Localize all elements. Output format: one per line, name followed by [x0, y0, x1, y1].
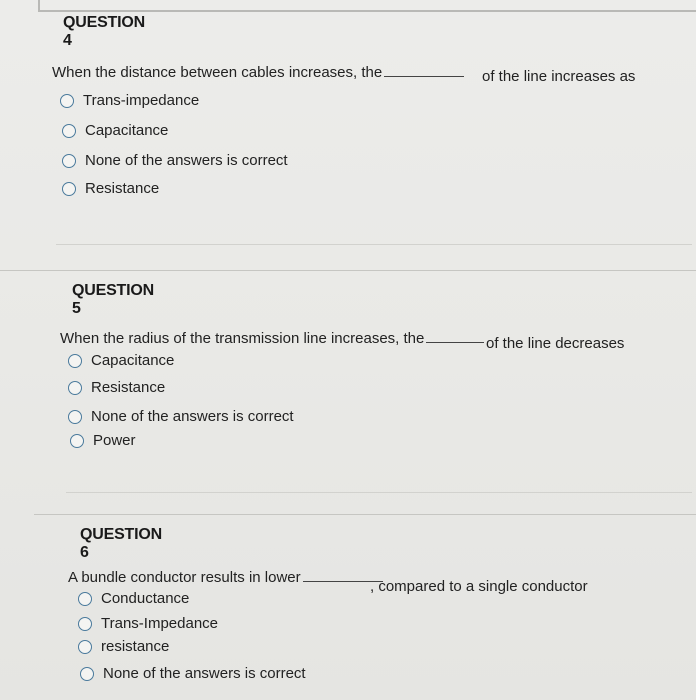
question-frame-border — [38, 0, 696, 12]
option-label: resistance — [101, 638, 170, 655]
question-4-blank — [384, 75, 464, 77]
question-4-text-after: of the line increases as — [482, 68, 636, 85]
radio-button[interactable] — [62, 154, 76, 168]
question-6-option-4[interactable] — [80, 665, 306, 682]
option-label: Capacitance — [91, 352, 175, 369]
question-4-option-4[interactable] — [62, 180, 159, 197]
option-label: Power — [93, 432, 136, 449]
question-5-option-2[interactable] — [68, 379, 165, 396]
question-5-text-after: of the line decreases — [486, 335, 625, 352]
question-6-text-before: A bundle conductor results in lower — [68, 569, 301, 586]
radio-button[interactable] — [68, 410, 82, 424]
option-label: None of the answers is correct — [103, 665, 306, 682]
radio-button[interactable] — [62, 124, 76, 138]
separator-line — [66, 492, 692, 493]
question-6-option-3[interactable] — [78, 638, 169, 655]
question-5-option-3[interactable] — [68, 408, 294, 425]
section-divider — [34, 514, 696, 515]
separator-line — [56, 244, 692, 245]
question-4-text-before: When the distance between cables increases, the — [52, 64, 383, 81]
question-6-option-1[interactable] — [78, 590, 189, 607]
question-5-option-1[interactable] — [68, 352, 174, 369]
radio-button[interactable] — [68, 381, 82, 395]
option-label: Resistance — [85, 180, 160, 197]
question-4-title: QUESTION 4 — [63, 14, 145, 49]
question-4-prompt — [52, 64, 466, 81]
radio-button[interactable] — [78, 617, 92, 631]
option-label: None of the answers is correct — [85, 152, 288, 169]
radio-button[interactable] — [80, 667, 94, 681]
radio-button[interactable] — [78, 640, 92, 654]
option-label: Resistance — [91, 379, 166, 396]
radio-button[interactable] — [60, 94, 74, 108]
radio-button[interactable] — [78, 592, 92, 606]
radio-button[interactable] — [62, 182, 76, 196]
option-label: Capacitance — [85, 122, 169, 139]
radio-button[interactable] — [70, 434, 84, 448]
section-divider — [0, 270, 696, 271]
question-4-option-1[interactable] — [60, 92, 199, 109]
option-label: Conductance — [101, 590, 190, 607]
question-5-option-4[interactable] — [70, 432, 136, 449]
option-label: Trans-Impedance — [101, 615, 218, 632]
question-6-title: QUESTION 6 — [80, 526, 162, 561]
question-5-title: QUESTION 5 — [72, 282, 154, 317]
question-6-prompt — [68, 569, 385, 586]
question-4-option-2[interactable] — [62, 122, 168, 139]
option-label: None of the answers is correct — [91, 408, 294, 425]
question-5-blank — [426, 341, 484, 343]
question-5-text-before: When the radius of the transmission line increases, the — [60, 330, 425, 347]
question-4-option-3[interactable] — [62, 152, 288, 169]
radio-button[interactable] — [68, 354, 82, 368]
question-5-prompt — [60, 330, 486, 347]
question-6-text-after: , compared to a single conductor — [370, 578, 588, 595]
question-6-option-2[interactable] — [78, 615, 218, 632]
option-label: Trans-impedance — [83, 92, 200, 109]
